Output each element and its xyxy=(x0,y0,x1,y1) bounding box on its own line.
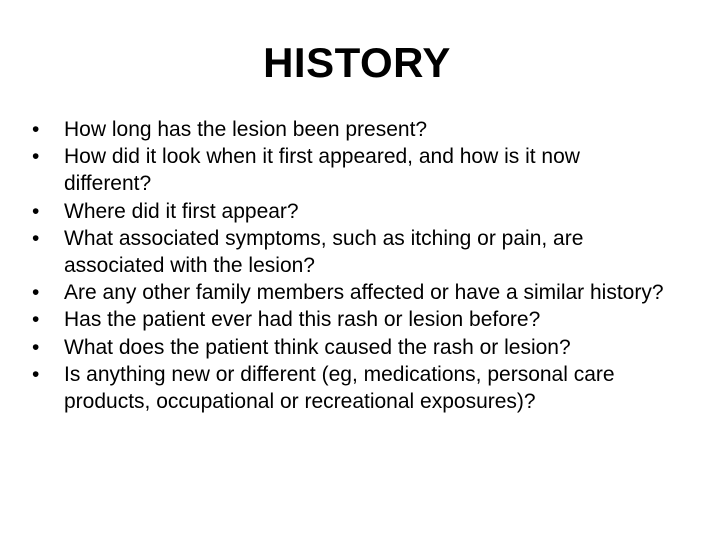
bullet-item xyxy=(32,143,672,197)
bullet-text: How long has the lesion been present? xyxy=(64,118,428,141)
bullet-text: Has the patient ever had this rash or lesion before? xyxy=(64,308,541,332)
bullet-item xyxy=(32,116,672,143)
bullet-text: How did it look when it first appeared, and how is it now different? xyxy=(64,145,580,196)
bullet-dot-icon: • xyxy=(32,335,40,359)
bullet-list xyxy=(32,116,672,415)
bullet-dot-icon: • xyxy=(32,118,40,141)
bullet-dot-icon: • xyxy=(32,281,40,305)
bullet-text: Where did it first appear? xyxy=(64,199,299,223)
bullet-item xyxy=(32,279,672,306)
bullet-dot-icon: • xyxy=(32,308,40,332)
bullet-item xyxy=(32,361,672,415)
bullet-text: Are any other family members affected or have a similar history? xyxy=(64,281,664,305)
bullet-text: Is anything new or different (eg, medications, personal care products, occupational or recreational exposures)? xyxy=(64,362,615,414)
bullet-item xyxy=(32,306,672,333)
bullet-item xyxy=(32,334,672,361)
bullet-text: What associated symptoms, such as itching or pain, are associated with the lesion? xyxy=(64,226,584,278)
bullet-text: What does the patient think caused the rash or lesion? xyxy=(64,335,571,359)
bullet-dot-icon: • xyxy=(32,226,40,250)
bullet-dot-icon: • xyxy=(32,199,40,223)
bullet-dot-icon: • xyxy=(32,145,40,169)
bullet-item xyxy=(32,225,672,279)
slide-title: HISTORY xyxy=(263,39,451,86)
bullet-dot-icon: • xyxy=(32,362,40,386)
bullet-item xyxy=(32,198,672,225)
